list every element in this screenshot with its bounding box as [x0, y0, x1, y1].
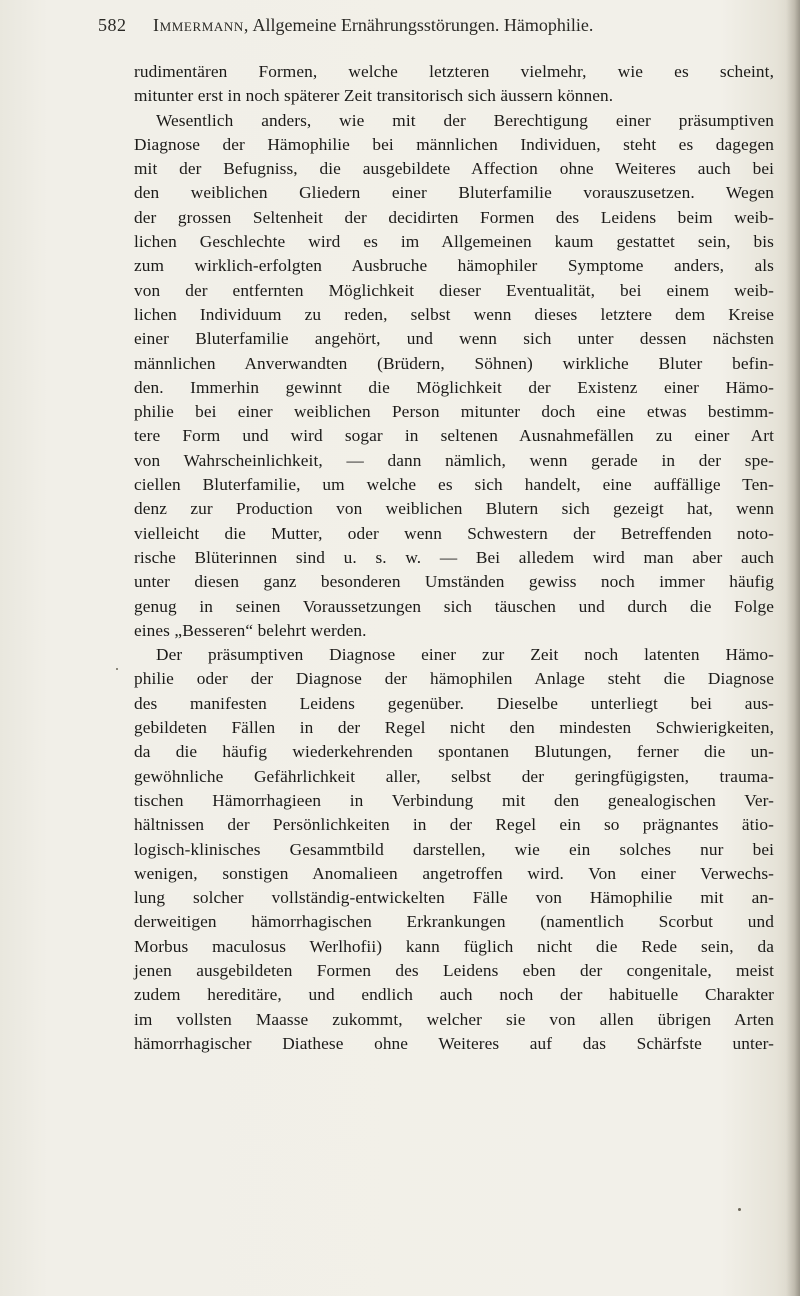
text-line: ciellen Bluterfamilie, um welche es sich handelt, eine auffällige Ten-: [134, 475, 774, 495]
text-line: philie bei einer weiblichen Person mitunter doch eine etwas bestimm-: [134, 402, 774, 422]
text-line: Morbus maculosus Werlhofii) kann füglich nicht die Rede sein, da: [134, 936, 774, 956]
running-head-title: Allgemeine Ernährungsstörungen. Hämophilie.: [252, 15, 594, 35]
text-line: einer Bluterfamilie angehört, und wenn sich unter dessen nächsten: [134, 329, 774, 349]
text-line: von Wahrscheinlichkeit, — dann nämlich, wenn gerade in der spe-: [134, 450, 774, 470]
text-line: von der entfernten Möglichkeit dieser Eventualität, bei einem weib-: [134, 280, 774, 300]
text-line: eines „Besseren“ belehrt werden.: [134, 620, 367, 640]
text-line: hämorrhagischer Diathese ohne Weiteres auf das Schärfste unter-: [134, 1033, 774, 1053]
text-line: wenigen, sonstigen Anomalieen angetroffen wird. Von einer Verwechs-: [134, 863, 774, 883]
text-line: männlichen Anverwandten (Brüdern, Söhnen) wirkliche Bluter befin-: [134, 353, 774, 373]
text-line: zudem hereditäre, und endlich auch noch der habituelle Charakter: [134, 985, 774, 1005]
paper-speck: [116, 668, 118, 670]
text-line: unter diesen ganz besonderen Umständen gewiss noch immer häufig: [134, 572, 774, 592]
text-line: gebildeten Fällen in der Regel nicht den mindesten Schwierigkeiten,: [134, 718, 774, 738]
text-line: jenen ausgebildeten Formen des Leidens eben der congenitale, meist: [134, 960, 774, 980]
text-line: genug in seinen Voraussetzungen sich täuschen und durch die Folge: [134, 596, 774, 616]
body-text: [134, 60, 774, 1056]
text-line: mitunter erst in noch späterer Zeit transitorisch sich äussern können.: [134, 86, 614, 106]
text-line: rische Blüterinnen sind u. s. w. — Bei alledem wird man aber auch: [134, 547, 774, 567]
text-line: Der präsumptiven Diagnose einer zur Zeit noch latenten Hämo-: [156, 645, 774, 665]
text-line: lung solcher vollständig-entwickelten Fälle von Hämophilie mit an-: [134, 888, 774, 908]
text-line: lichen Individuum zu reden, selbst wenn dieses letztere dem Kreise: [134, 304, 774, 324]
text-line: des manifesten Leidens gegenüber. Dieselbe unterliegt bei aus-: [134, 693, 774, 713]
text-line: Diagnose der Hämophilie bei männlichen Individuen, steht es dagegen: [134, 134, 774, 154]
text-line: lichen Geschlechte wird es im Allgemeinen kaum gestattet sein, bis: [134, 232, 774, 252]
text-line: Wesentlich anders, wie mit der Berechtigung einer präsumptiven: [156, 110, 774, 130]
text-line: im vollsten Maasse zukommt, welcher sie von allen übrigen Arten: [134, 1009, 774, 1029]
text-line: vielleicht die Mutter, oder wenn Schwestern der Betreffenden noto-: [134, 523, 774, 543]
text-line: hältnissen der Persönlichkeiten in der Regel ein so prägnantes ätio-: [134, 815, 774, 835]
text-line: derweitigen hämorrhagischen Erkrankungen (namentlich Scorbut und: [134, 912, 774, 932]
text-line: philie oder der Diagnose der hämophilen Anlage steht die Diagnose: [134, 669, 774, 689]
paper-speck: [738, 1208, 741, 1211]
text-line: den. Immerhin gewinnt die Möglichkeit der Existenz einer Hämo-: [134, 377, 774, 397]
text-line: den weiblichen Gliedern einer Bluterfamilie vorauszusetzen. Wegen: [134, 183, 774, 203]
text-line: der grossen Seltenheit der decidirten Formen des Leidens beim weib-: [134, 207, 774, 227]
text-line: da die häufig wiederkehrenden spontanen Blutungen, ferner die un-: [134, 742, 774, 762]
text-line: tischen Hämorrhagieen in Verbindung mit den genealogischen Ver-: [134, 790, 774, 810]
page-number: 582: [98, 15, 127, 35]
page-edge-shadow: [786, 0, 800, 1296]
text-line: rudimentären Formen, welche letzteren vielmehr, wie es scheint,: [134, 62, 774, 81]
text-line: zum wirklich-erfolgten Ausbruche hämophiler Symptome anders, als: [134, 256, 774, 276]
text-line: denz zur Production von weiblichen Blutern sich gezeigt hat, wenn: [134, 499, 774, 519]
running-head-author: Immermann,: [153, 15, 249, 35]
text-line: tere Form und wird sogar in seltenen Ausnahmefällen zu einer Art: [134, 426, 774, 446]
running-head: [98, 12, 698, 38]
text-line: logisch-klinisches Gesammtbild darstellen, wie ein solches nur bei: [134, 839, 774, 859]
text-line: gewöhnliche Gefährlichkeit aller, selbst der geringfügigsten, trauma-: [134, 766, 774, 786]
text-line: mit der Befugniss, die ausgebildete Affection ohne Weiteres auch bei: [134, 159, 774, 179]
